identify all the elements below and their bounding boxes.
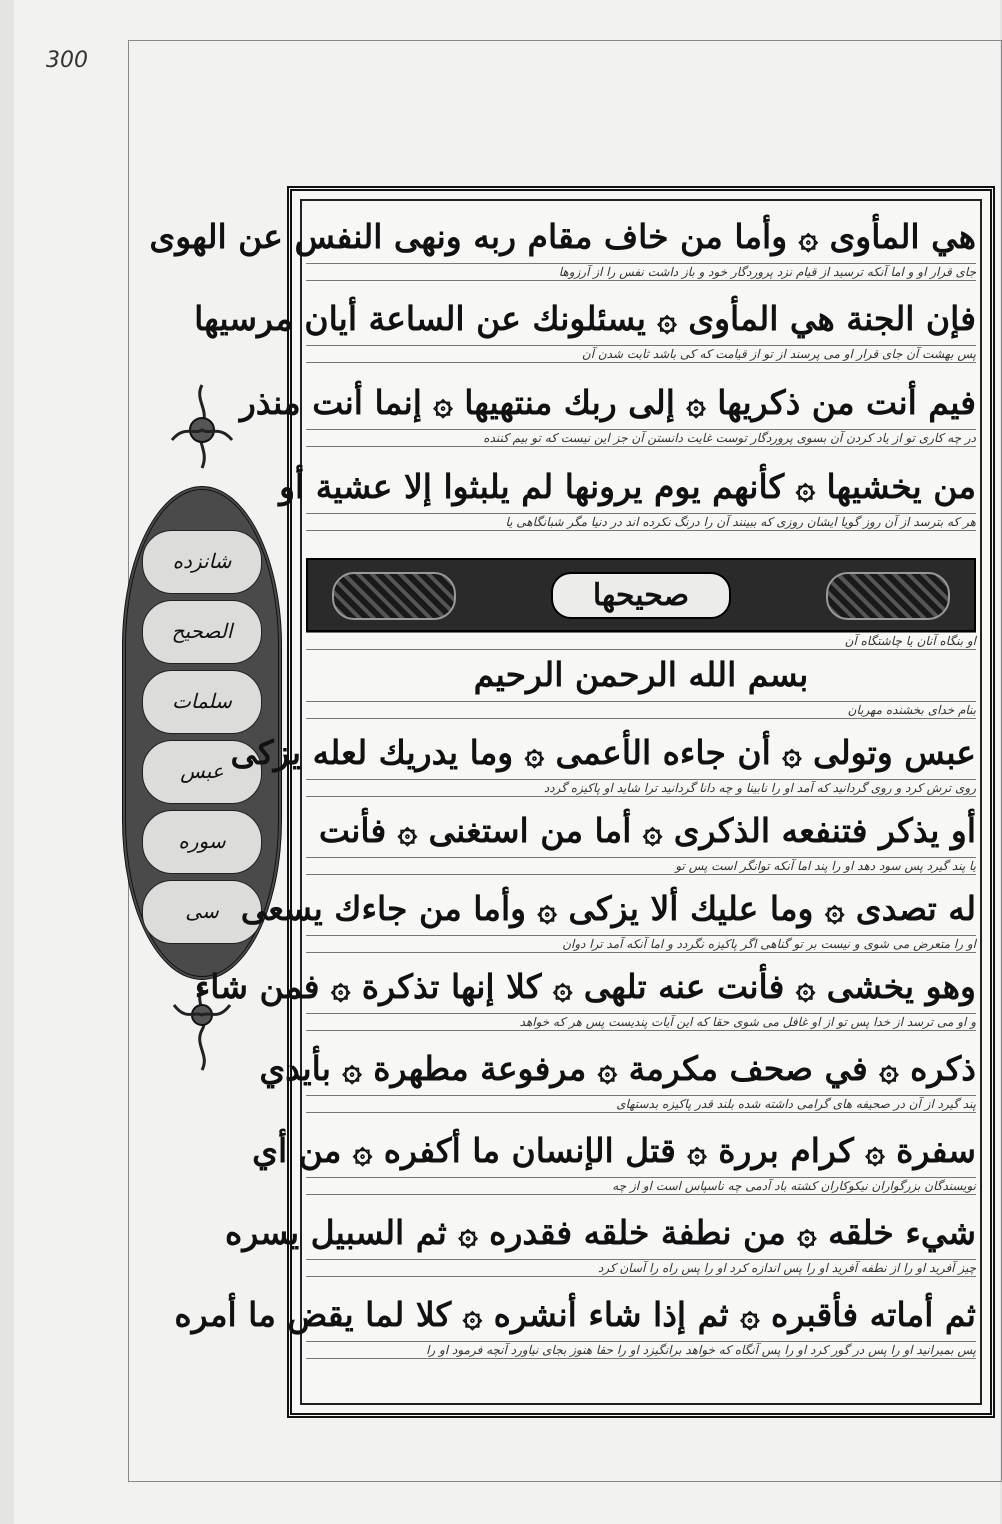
page-number: 300 <box>46 48 88 73</box>
gloss-line-8: و او می ترسد از خدا پس تو از او غافل می شوی حقا که این آیات پندیست پس هر که خواهد <box>306 1013 976 1031</box>
gloss-line-6: یا پند گیرد پس سود دهد او را پند اما آنکه توانگر است پس تو <box>306 857 976 875</box>
header-ornament-right <box>826 572 950 620</box>
surah-title: صحیحها <box>551 572 731 619</box>
gloss-line-3: در چه کاری تو از یاد کردن آن بسوی پروردگار توست غایت دانستن آن جز این نیست که تو بیم کننده <box>306 429 976 447</box>
gloss-line-9: پند گیرد از آن در صحیفه های گرامی داشته شده بلند قدر پاکیزه بدستهای <box>306 1095 976 1113</box>
surah-header-band <box>306 558 976 632</box>
gloss-line-10: نویسندگان بزرگواران نیکوکاران کشته باد آدمی چه ناسپاس است او از چه <box>306 1177 976 1195</box>
manuscript-page <box>14 0 1000 1524</box>
gloss-line-1: جای قرار او و اما آنکه ترسید از قیام نزد پروردگار خود و باز داشت نفس را از آرزوها <box>306 263 976 281</box>
medallion-note: شانزده <box>172 549 232 573</box>
gloss-line-7: او را متعرض می شوی و نیست بر تو گناهی اگر پاکیزه نگردد و اما آنکه آمد ترا دوان <box>306 935 976 953</box>
arabic-line-5: عبس وتولى ۞ أن جاءه الأعمى ۞ وما يدريك لعله يزكى <box>230 733 976 772</box>
medallion-note: سلمات <box>172 689 232 713</box>
medallion-note: سی <box>185 899 219 923</box>
arabic-line-10: سفرة ۞ كرام بررة ۞ قتل الإنسان ما أكفره ۞ من أي <box>252 1131 976 1170</box>
arabic-line-8: وهو يخشى ۞ فأنت عنه تلهى ۞ كلا إنها تذكرة ۞ فمن شاء <box>194 967 976 1006</box>
arabic-line-9: ذكره ۞ في صحف مكرمة ۞ مرفوعة مطهرة ۞ بأيدي <box>259 1049 976 1088</box>
header-gloss: او بنگاه آنان یا چاشتگاه آن <box>306 632 976 650</box>
arabic-line-12: ثم أماته فأقبره ۞ ثم إذا شاء أنشره ۞ كلا لما يقض ما أمره <box>174 1295 976 1334</box>
gloss-line-12: پس بمیرانید او را پس در گور کرد او را پس آنگاه که خواهد برانگیزد او را حقا هنوز بجای نیاورد آنچه فرمود او را <box>306 1341 976 1359</box>
arabic-line-2: فإن الجنة هي المأوى ۞ يسئلونك عن الساعة أيان مرسيها <box>194 299 976 338</box>
header-ornament-left <box>332 572 456 620</box>
gloss-line-5: روی ترش کرد و روی گردانید که آمد او را نابینا و چه دانا گردانید ترا شاید او پاکیزه گردد <box>306 779 976 797</box>
medallion-note: الصحیح <box>171 619 233 643</box>
bismillah: بسم الله الرحمن الرحیم <box>473 655 809 694</box>
gloss-line-11: چیز آفرید او را از نطفه آفرید او را پس اندازه کرد او را پس راه را آسان کرد <box>306 1259 976 1277</box>
medallion-note: سوره <box>178 829 226 853</box>
arabic-line-6: أو يذكر فتنفعه الذكرى ۞ أما من استغنى ۞ فأنت <box>318 811 976 850</box>
medallion-note: عبس <box>180 759 224 783</box>
arabic-line-3: فيم أنت من ذكريها ۞ إلى ربك منتهيها ۞ إنما أنت منذر <box>239 383 976 422</box>
gloss-line-4: هر که بترسد از آن روز گویا ایشان روزی که ببینند آن را درنگ نکرده اند در دنیا مگر شبانگاهی یا <box>306 513 976 531</box>
arabic-line-1: هي المأوى ۞ وأما من خاف مقام ربه ونهى النفس عن الهوى <box>149 217 976 256</box>
bismillah-gloss: بنام خدای بخشنده مهربان <box>306 701 976 719</box>
upper-finial-ornament <box>164 380 240 470</box>
arabic-line-4: من يخشيها ۞ كأنهم يوم يرونها لم يلبثوا إلا عشية أو <box>279 467 976 506</box>
arabic-line-7: له تصدى ۞ وما عليك ألا يزكى ۞ وأما من جاءك يسعى <box>240 889 976 928</box>
arabic-line-11: شيء خلقه ۞ من نطفة خلقه فقدره ۞ ثم السبيل يسره <box>225 1213 976 1252</box>
gloss-line-2: پس بهشت آن جای قرار او می پرسند از تو از قیامت که کی باشد ثابت شدن آن <box>306 345 976 363</box>
